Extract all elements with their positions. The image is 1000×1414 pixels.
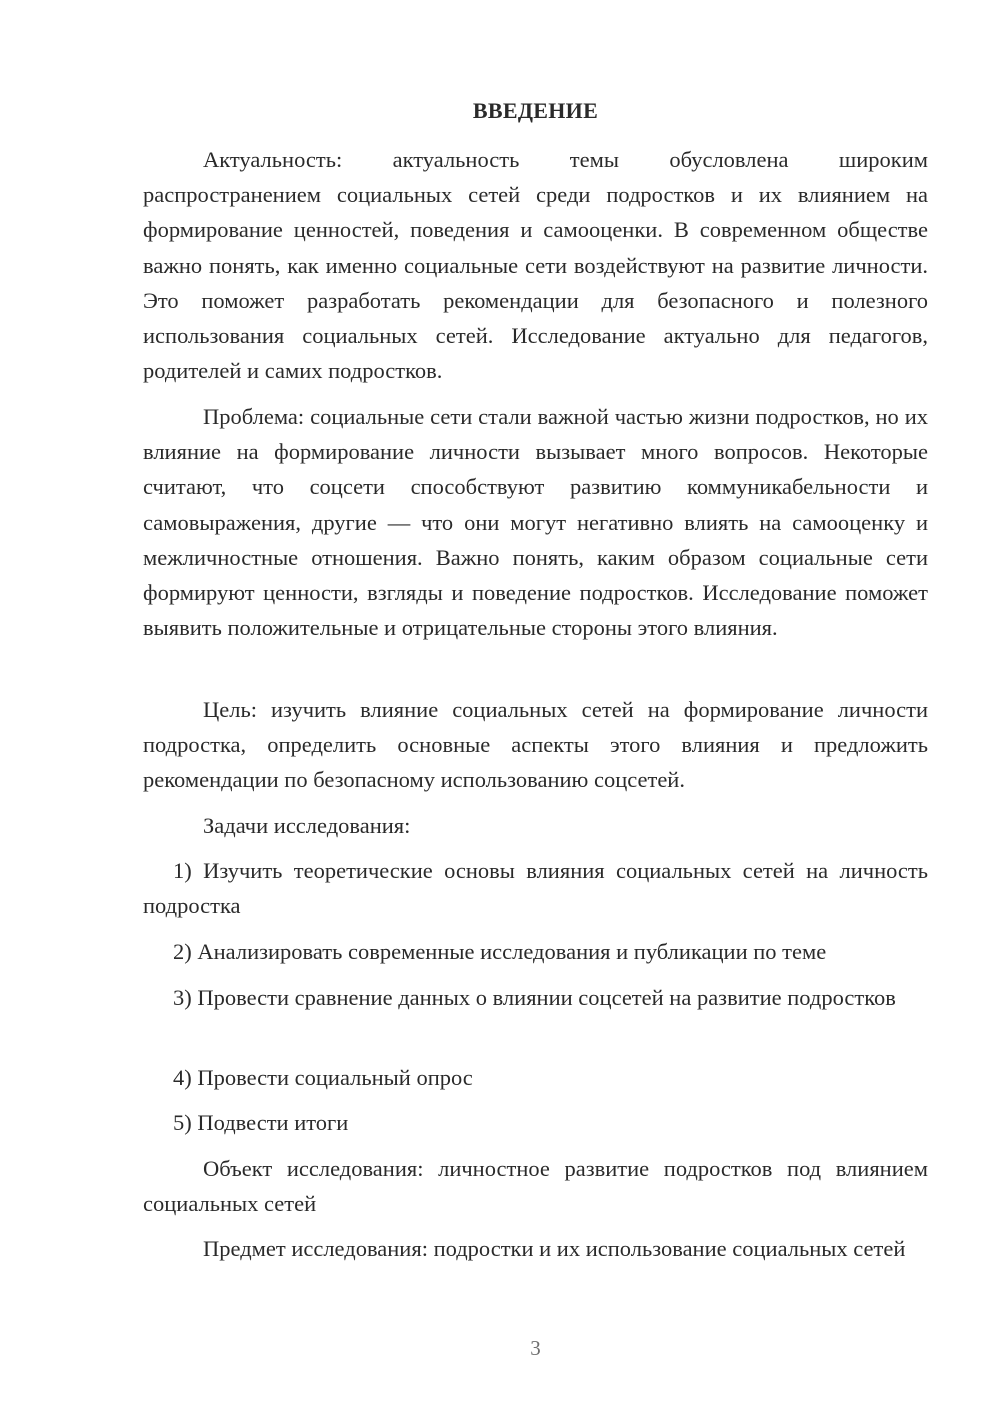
object-paragraph: Объект исследования: личностное развитие подростков под влиянием социальных сетей	[143, 1156, 928, 1217]
relevance-paragraph: Актуальность: актуальность темы обусловлена широким распространением социальных сетей среди подростков и их влиянием на формирование ценностей, поведения и самооценки. В современном обществе важно понять, как именно социальные сети воздействуют на развитие личности. Это поможет разработать рекомендации для безопасного и полезного использования социальных сетей. Исследование актуально для педагогов, родителей и самих подростков.	[143, 147, 928, 384]
subject-paragraph: Предмет исследования: подростки и их использование социальных сетей	[203, 1236, 906, 1261]
task-item-3: 3) Провести сравнение данных о влиянии соцсетей на развитие подростков	[173, 985, 896, 1010]
section-heading: ВВЕДЕНИЕ	[472, 98, 599, 123]
task-item-5: 5) Подвести итоги	[173, 1110, 349, 1135]
task-item-1: 1) Изучить теоретические основы влияния социальных сетей на личность подростка	[143, 858, 928, 919]
task-item-2: 2) Анализировать современные исследования и публикации по теме	[173, 939, 827, 964]
tasks-title: Задачи исследования:	[203, 813, 411, 838]
page-number: 3	[530, 1336, 541, 1360]
page-content	[143, 0, 928, 1414]
goal-paragraph: Цель: изучить влияние социальных сетей на формирование личности подростка, определить основные аспекты этого влияния и предложить рекомендации по безопасному использованию соцсетей.	[143, 697, 928, 793]
task-item-4: 4) Провести социальный опрос	[173, 1065, 473, 1090]
problem-paragraph: Проблема: социальные сети стали важной частью жизни подростков, но их влияние на формирование личности вызывает много вопросов. Некоторые считают, что соцсети способствуют развитию коммуникабельности и самовыражения, другие — что они могут негативно влиять на самооценку и межличностные отношения. Важно понять, каким образом социальные сети формируют ценности, взгляды и поведение подростков. Исследование поможет выявить положительные и отрицательные стороны этого влияния.	[143, 404, 928, 641]
